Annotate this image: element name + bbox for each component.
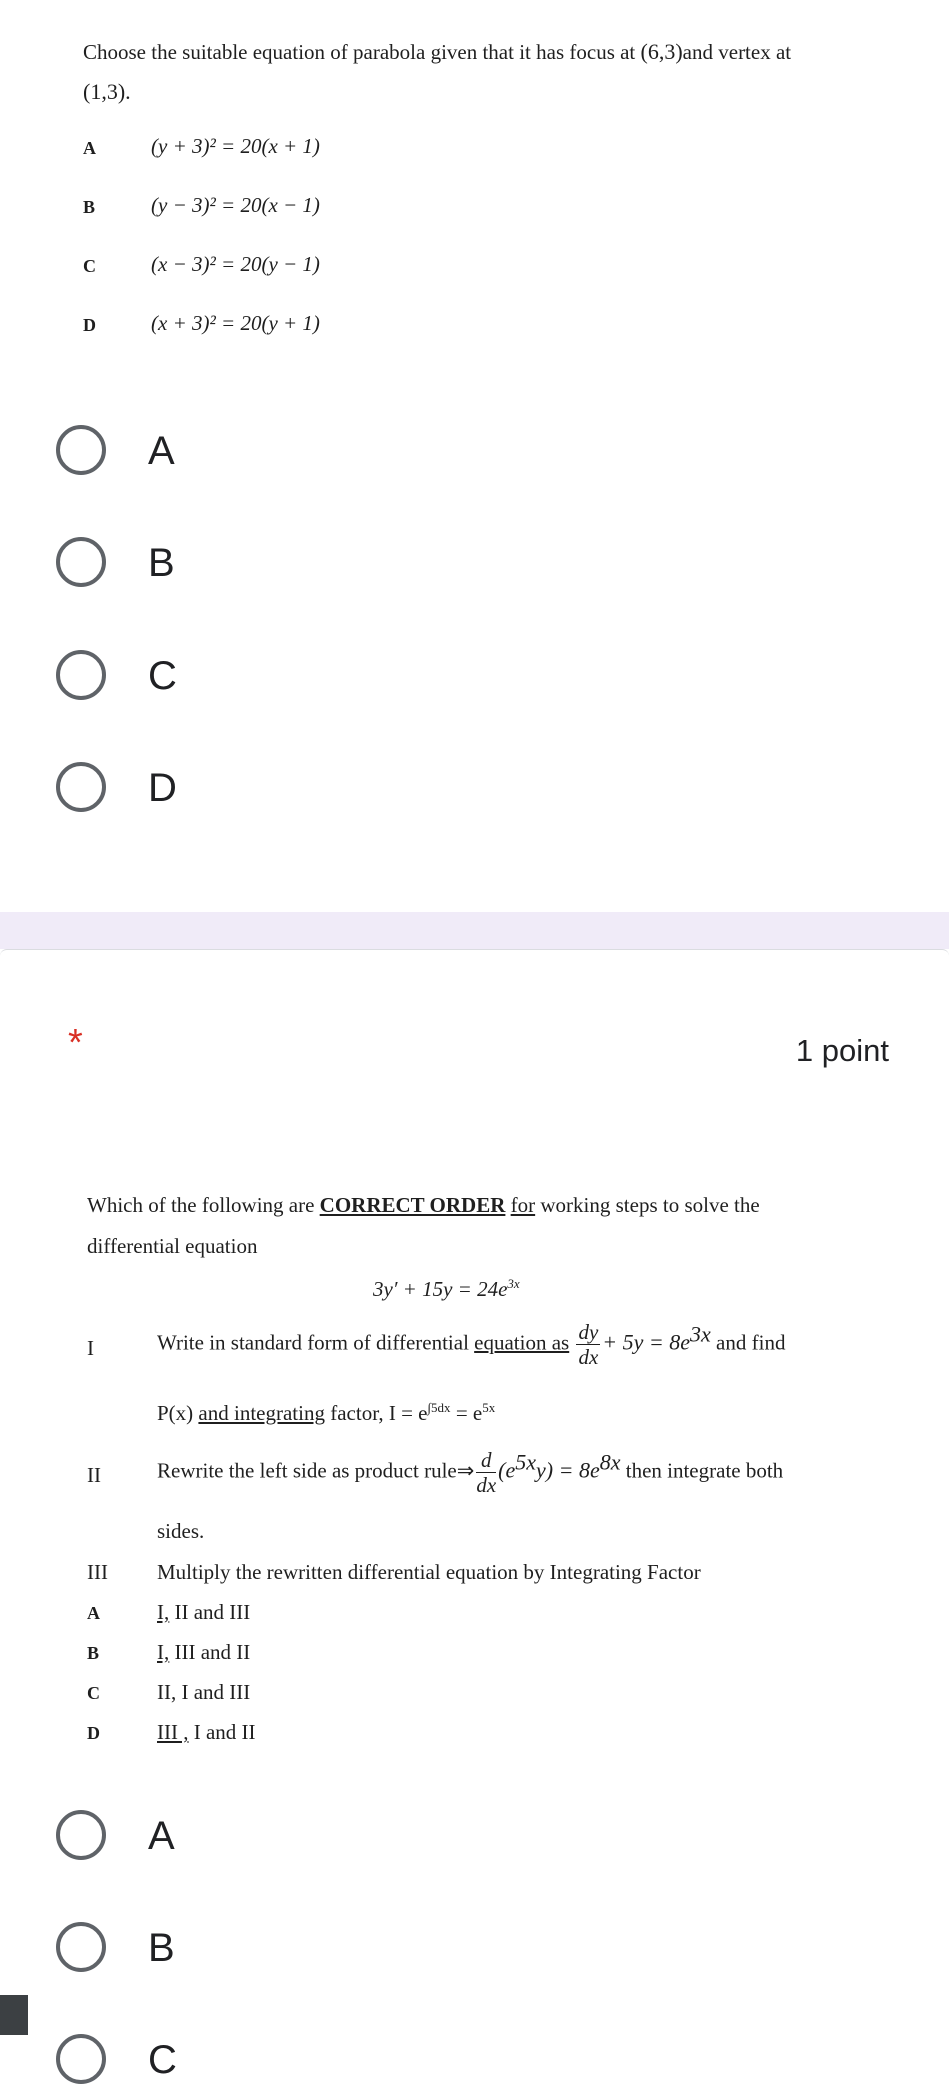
q1-vertex: (1,3). [83, 79, 131, 104]
q1-text-part1: Choose the suitable equation of parabola given that it has focus at [83, 40, 636, 64]
radio-label: B [148, 541, 175, 585]
step-ii-line2: sides. [157, 1519, 205, 1543]
q2-option-b [87, 1640, 487, 1670]
option-letter: A [87, 1603, 100, 1623]
radio-circle[interactable] [56, 1810, 106, 1860]
step-i-eq: = e [455, 1401, 483, 1425]
q1-choice-a[interactable] [56, 425, 356, 485]
option-text: II, I and III [157, 1680, 251, 1704]
option-letter: B [87, 1643, 100, 1663]
question-1-text [83, 32, 883, 112]
radio-circle[interactable] [56, 2034, 106, 2084]
frac-den: dx [476, 1473, 497, 1497]
frac-num: dy [578, 1320, 599, 1344]
step-ii-exp1: 5x [515, 1449, 537, 1475]
required-asterisk: * [68, 1022, 83, 1064]
dy-dx-fraction [576, 1320, 600, 1369]
option-equation: (x + 3)² = 20(y + 1) [151, 311, 320, 335]
option-equation: (y − 3)² = 20(x − 1) [151, 193, 320, 217]
d-dx-fraction [476, 1448, 496, 1497]
option-letter: C [83, 256, 96, 276]
step-ii-line1 [157, 1448, 783, 1497]
step-ii-eq: (e [498, 1457, 516, 1483]
radio-label: B [148, 1926, 175, 1970]
option-text: I and II [193, 1720, 256, 1744]
q1-choice-b[interactable] [56, 537, 356, 597]
step-iii-label: III [87, 1560, 108, 1584]
step-i-label: I [87, 1336, 94, 1360]
option-text: II and III [174, 1600, 251, 1624]
step-i-line1 [157, 1320, 785, 1369]
step-i-exp2: 5x [482, 1400, 496, 1415]
frac-den: dx [578, 1345, 599, 1369]
q1-text-part2: and vertex at [682, 40, 792, 64]
radio-circle[interactable] [56, 762, 106, 812]
option-letter: D [87, 1723, 100, 1743]
option-letter: A [83, 138, 96, 158]
q2-equation-base: 3y′ + 15y = 24e [373, 1277, 508, 1301]
radio-label: A [148, 1814, 175, 1858]
option-equation: (y + 3)² = 20(x + 1) [151, 134, 320, 158]
q2-intro-c: working steps to solve the [540, 1193, 760, 1217]
q1-choice-c[interactable] [56, 650, 356, 710]
step-ii-text-a: Rewrite the left side as product rule⇒ [157, 1458, 475, 1483]
q2-intro-line2: differential equation [87, 1234, 258, 1258]
step-i-exp1: ∫5dx [427, 1400, 451, 1415]
option-u: III , [157, 1720, 189, 1744]
step-ii-exp2: 8x [599, 1449, 621, 1475]
radio-circle[interactable] [56, 1922, 106, 1972]
q2-option-a [87, 1600, 487, 1630]
side-drag-handle[interactable] [0, 1995, 28, 2035]
radio-circle[interactable] [56, 537, 106, 587]
step-i-text-u: equation as [474, 1330, 570, 1355]
q1-choice-d[interactable] [56, 762, 356, 822]
option-u: I, [157, 1640, 170, 1664]
q2-option-c [87, 1680, 487, 1710]
radio-label: C [148, 2038, 177, 2082]
points-label: 1 point [795, 1033, 889, 1068]
card-separator [0, 912, 949, 949]
step-i-text-a: Write in standard form of differential [157, 1330, 469, 1355]
option-letter: C [87, 1683, 100, 1703]
frac-num: d [476, 1448, 496, 1473]
step-iii-text: Multiply the rewritten differential equation by Integrating Factor [157, 1560, 701, 1584]
option-text: III and II [174, 1640, 251, 1664]
radio-circle[interactable] [56, 425, 106, 475]
q2-intro-line1 [87, 1193, 760, 1218]
step-i-eq-exp: 3x [690, 1321, 711, 1347]
radio-circle[interactable] [56, 650, 106, 700]
q2-equation-exp: 3x [507, 1276, 520, 1291]
card-top-edge [0, 949, 949, 956]
q2-choice-a[interactable] [56, 1810, 356, 1870]
step-i-eq-tail: + 5y = 8e [602, 1329, 691, 1355]
option-u: I, [157, 1600, 170, 1624]
q1-focus: (6,3) [640, 39, 683, 64]
option-letter: B [83, 197, 96, 217]
step-ii-eq-b: y) = 8e [536, 1457, 600, 1483]
q2-choice-b[interactable] [56, 1922, 356, 1982]
step-ii-text-b: then integrate both [625, 1458, 784, 1483]
q2-intro-for: for [510, 1193, 536, 1217]
q2-equation [373, 1276, 520, 1302]
radio-label: C [148, 654, 177, 698]
step-i-factor: factor, I = e [330, 1401, 428, 1425]
option-letter: D [83, 315, 96, 335]
radio-label: A [148, 429, 175, 473]
step-i-px: P(x) [157, 1401, 194, 1425]
q2-option-d [87, 1720, 487, 1750]
radio-label: D [148, 766, 177, 810]
q2-intro-a: Which of the following are [87, 1193, 320, 1217]
option-equation: (x − 3)² = 20(y − 1) [151, 252, 320, 276]
step-i-line2 [157, 1400, 495, 1426]
step-i-text-b: and find [716, 1330, 786, 1355]
step-i-u: and integrating [198, 1401, 325, 1425]
q2-intro-bold: CORRECT ORDER [319, 1193, 506, 1217]
step-ii-label: II [87, 1463, 101, 1487]
q2-choice-c[interactable] [56, 2034, 356, 2094]
